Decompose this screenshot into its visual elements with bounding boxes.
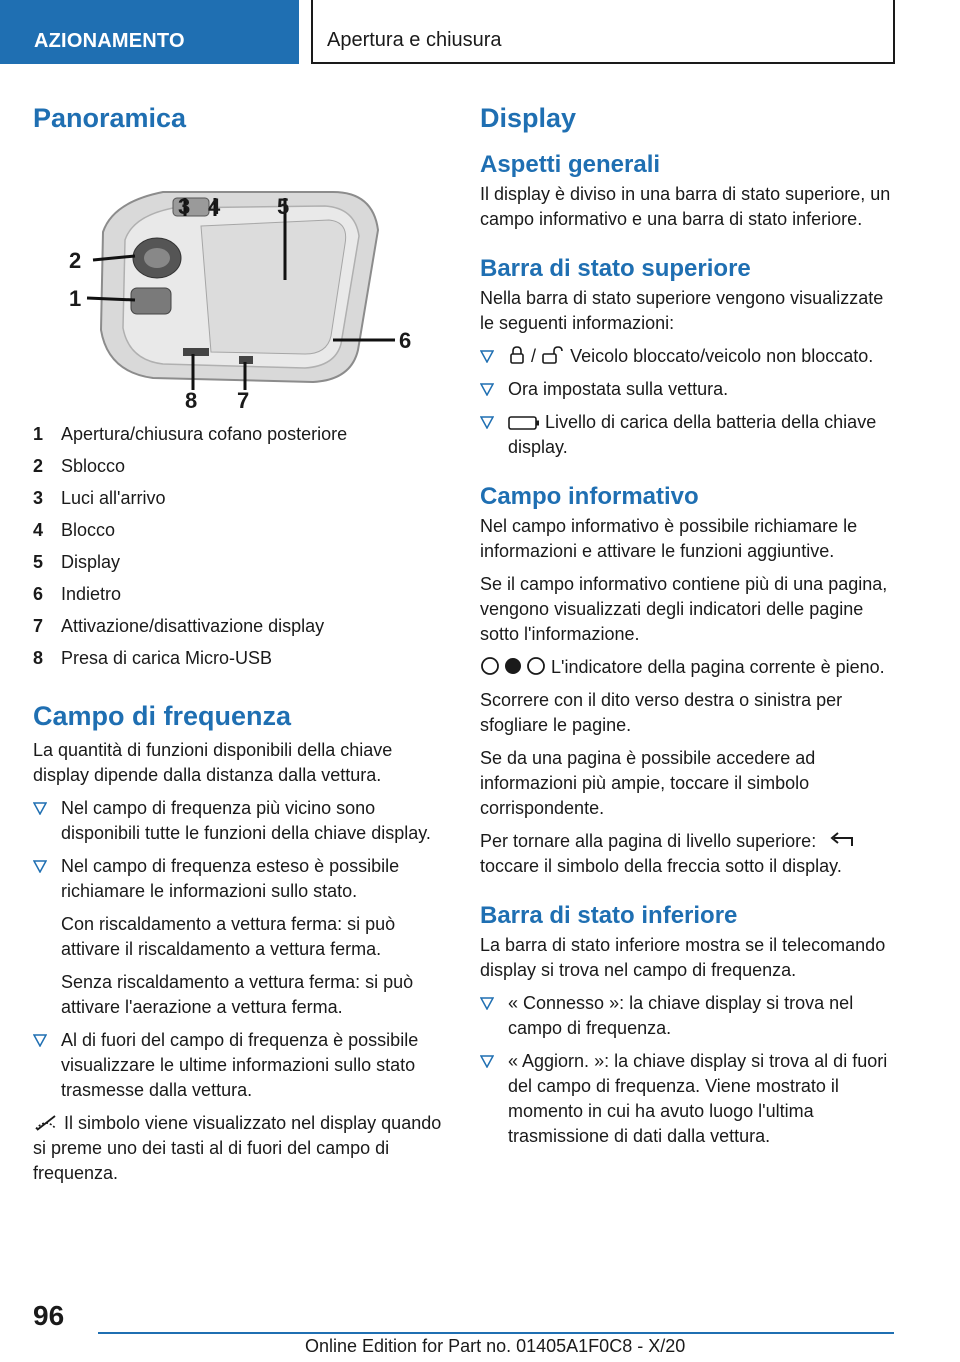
no-signal-icon — [33, 1114, 59, 1132]
general-text: Il display è diviso in una barra di stato superiore, un campo informativo e una barra di stato inferiore. — [480, 184, 891, 229]
lock-closed-icon — [508, 345, 526, 365]
page-number: 96 — [33, 1300, 65, 1331]
info-paragraph: Se il campo informativo contiene più di una pagina, vengono visualizzati degli indicatori delle pagine sotto l'informazione. — [480, 574, 888, 644]
upper-bar-heading: Barra di stato superiore — [480, 255, 751, 282]
info-paragraph: Scorrere con il dito verso destra o sinistra per sfogliare le pagine. — [480, 690, 843, 735]
legend-item: 1 Apertura/chiusura cofano posteriore — [33, 424, 348, 444]
figure-legend — [33, 418, 447, 674]
figure-label: 1 — [69, 286, 82, 311]
info-paragraph: Per tornare alla pagina di livello superiore: toccare il simbolo della freccia sotto il display. — [480, 829, 896, 879]
display-key-figure — [33, 140, 447, 416]
triangle-bullet-icon — [33, 802, 47, 815]
display-key-illustration — [33, 140, 447, 416]
lower-bar-heading: Barra di stato inferiore — [480, 902, 738, 929]
upper-bar-bullets — [480, 344, 896, 460]
list-item: Al di fuori del campo di frequenza è possibile visualizzare le ultime informazioni sullo stato trasmesse dalla vettura. — [33, 1028, 447, 1103]
figure-label: 7 — [237, 388, 250, 413]
footer-edition: Online Edition for Part no. 01405A1F0C8 - X/20 — [305, 1336, 686, 1356]
legend-item: 7 Attivazione/disattivazione display — [33, 616, 325, 636]
legend-item: 8 Presa di carica Micro-USB — [33, 648, 273, 668]
footer-divider — [98, 1332, 894, 1334]
list-item: / Veicolo bloccato/veicolo non bloccato. — [480, 344, 896, 369]
back-arrow-icon — [829, 830, 857, 850]
list-item: Nel campo di frequenza più vicino sono disponibili tutte le funzioni della chiave display. — [33, 796, 447, 846]
info-paragraph: Se da una pagina è possibile accedere ad informazioni più ampie, toccare il simbolo corrispondente. — [480, 748, 816, 818]
upper-bar-intro: Nella barra di stato superiore vengono visualizzate le seguenti informazioni: — [480, 288, 884, 333]
right-column — [480, 96, 896, 1157]
figure-label: 8 — [185, 388, 198, 413]
range-heading: Campo di frequenza — [33, 701, 292, 731]
legend-item: 3 Luci all'arrivo — [33, 488, 166, 508]
triangle-bullet-icon — [480, 997, 494, 1010]
list-item: Nel campo di frequenza esteso è possibile richiamare le informazioni sullo stato. Con riscaldamento a vettura ferma: si può attivare il riscaldamento a vettura ferma. Senza riscaldamento a vettura ferma: si può attivare l'aerazione a vettura ferma. — [33, 854, 447, 1020]
list-item: « Connesso »: la chiave display si trova nel campo di frequenza. — [480, 991, 896, 1041]
lock-open-icon — [541, 345, 565, 365]
page-indicator-icon — [480, 656, 546, 676]
legend-item: 2 Sblocco — [33, 456, 126, 476]
overview-heading: Panoramica — [33, 103, 187, 133]
out-of-range-note: Il simbolo viene visualizzato nel display quando si preme uno dei tasti al di fuori del campo di frequenza. — [33, 1113, 442, 1183]
display-heading: Display — [480, 103, 577, 133]
figure-label: 4 — [208, 194, 221, 219]
section-tab: AZIONAMENTO — [0, 0, 299, 64]
figure-label: 3 — [178, 194, 191, 219]
triangle-bullet-icon — [480, 416, 494, 429]
legend-item: 4 Blocco — [33, 520, 116, 540]
list-item: « Aggiorn. »: la chiave display si trova al di fuori del campo di frequenza. Viene mostrato il momento in cui ha avuto luogo l'ultima trasmissione di dati dalla vettura. — [480, 1049, 896, 1149]
lower-bar-intro: La barra di stato inferiore mostra se il telecomando display si trova nel campo di frequenza. — [480, 935, 886, 980]
figure-label: 2 — [69, 248, 82, 273]
triangle-bullet-icon — [480, 383, 494, 396]
legend-item: 6 Indietro — [33, 584, 122, 604]
range-bullets — [33, 796, 447, 1103]
range-intro: La quantità di funzioni disponibili della chiave display dipende dalla distanza dalla vettura. — [33, 740, 393, 785]
left-column — [33, 96, 447, 1186]
battery-icon — [508, 415, 540, 431]
list-item: Livello di carica della batteria della chiave display. — [480, 410, 896, 460]
triangle-bullet-icon — [480, 350, 494, 363]
info-paragraph: Nel campo informativo è possibile richiamare le informazioni e attivare le funzioni aggiuntive. — [480, 516, 858, 561]
triangle-bullet-icon — [33, 1034, 47, 1047]
info-paragraph: L'indicatore della pagina corrente è pieno. — [480, 655, 896, 680]
legend-item: 5 Display — [33, 552, 121, 572]
figure-label: 5 — [277, 194, 290, 219]
chapter-title: Apertura e chiusura — [311, 0, 895, 64]
general-heading: Aspetti generali — [480, 151, 661, 178]
info-heading: Campo informativo — [480, 483, 699, 510]
list-item: Ora impostata sulla vettura. — [480, 377, 896, 402]
lower-bar-bullets — [480, 991, 896, 1149]
triangle-bullet-icon — [480, 1055, 494, 1068]
figure-label: 6 — [399, 328, 412, 353]
triangle-bullet-icon — [33, 860, 47, 873]
